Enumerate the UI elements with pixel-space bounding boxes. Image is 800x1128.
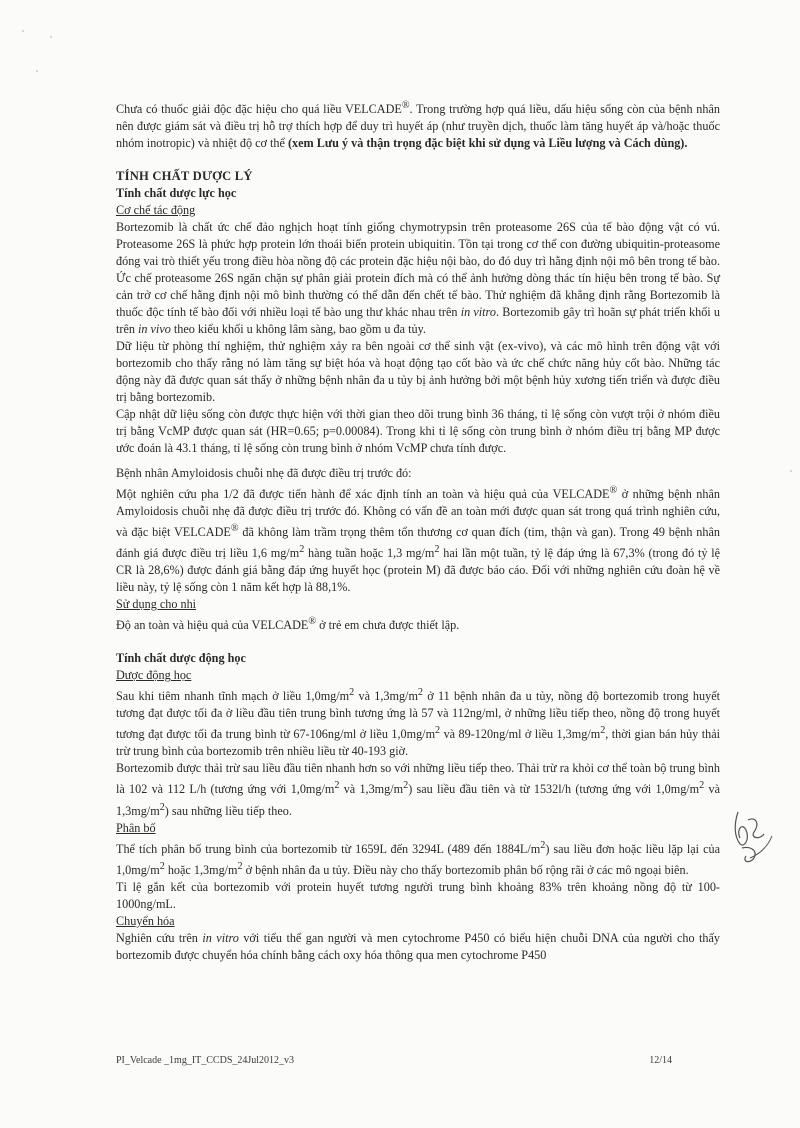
document-body — [116, 97, 720, 964]
heading-pediatric-use: Sử dụng cho nhi — [116, 597, 197, 612]
bone-effects-paragraph: Dữ liệu từ phòng thí nghiệm, thử nghiệm xảy ra bên ngoài cơ thể sinh vật (ex-vivo), và các mô hình trên động vật với bortezomib cho thấy rằng nó làm tăng sự biệt hóa và hoạt động tạo cốt bào và ức chế chức năng hủy cốt bào. Những tác động này đã được quan sát thấy ở những bệnh nhân đa u tủy bị ảnh hưởng bởi một bệnh hủy xương tiến triển và được điều trị bằng bortezomib. — [116, 339, 720, 405]
kinetics-paragraph-1: Sau khi tiêm nhanh tĩnh mạch ở liều $1,0mg/m^2$ và $1,3mg/m^2$ ở 11 bệnh nhân đa u tủy, nồng độ bortezomib trong huyết tương đạt được tối đa ở liều đầu tiên trung bình tương ứng là 57 và 112ng/ml, ở những liều tiếp theo, nồng độ trong huyết tương đạt được tối đa trung bình từ 67-106ng/ml ở liều $1,0mg/m^2$ và 89-120ng/ml ở liều $1,3mg/m^2$, thời gian bán hủy thải trừ trung bình của bortezomib trên nhiều liều từ 40-193 giờ. — [116, 687, 720, 759]
scan-speck — [50, 36, 52, 38]
section-title-pharmacology: TÍNH CHẤT DƯỢC LÝ — [116, 169, 253, 184]
pediatric-paragraph: Độ an toàn và hiệu quả của VELCADE® ở trẻ em chưa được thiết lập. — [116, 616, 460, 633]
heading-metabolism: Chuyển hóa — [116, 913, 175, 928]
metabolism-paragraph: Nghiên cứu trên in vitro với tiểu thể gan người và men cytochrome P450 có biểu hiện chuỗi DNA của người cho thấy bortezomib được chuyển hóa chính bằng cách oxy hóa thông qua men cytochrome P450 — [116, 930, 721, 962]
document-id: PI_Velcade _1mg_IT_CCDS_24Jul2012_v3 — [116, 1055, 295, 1066]
amyloidosis-paragraph: Một nghiên cứu pha 1/2 đã được tiến hành để xác định tính an toàn và hiệu quả của VELCADE® ở những bệnh nhân Amyloidosis chuỗi nhẹ đã được điều trị trước đó. Không có vấn đề an toàn mới được quan sát trong quá trình nghiên cứu, và đặc biệt VELCADE® đã không làm trầm trọng thêm tổn thương cơ quan đích (tim, thận và gan). Trong 49 bệnh nhân đánh giá được điều trị liều 1,6 $mg/m^2$ hàng tuần hoặc 1,3 $mg/m^2$ hai lần một tuần, tỷ lệ đáp ứng là 67,3% (trong đó tỷ lệ CR là 28,6%) được đánh giá bằng đáp ứng huyết học (protein M) đã được báo cáo. Đối với những nghiên cứu đoàn hệ về liều này, tỷ lệ sống còn 1 năm kết hợp là 88,1%. — [116, 485, 720, 595]
scan-speck — [790, 470, 792, 472]
page-number: 12/14 — [649, 1055, 672, 1066]
heading-mechanism: Cơ chế tác động — [116, 203, 196, 218]
survival-paragraph: Cập nhật dữ liệu sống còn được thực hiện với thời gian theo dõi trung bình 36 tháng, tỉ lệ sống còn vượt trội ở nhóm điều trị bằng VcMP được quan sát (HR=0.65; p=0.00084). Trong khi tỉ lệ sống còn trung bình ở nhóm điều trị bằng MP được ước đoán là 43.1 tháng, tỉ lệ sống còn trung bình ở nhóm VcMP chưa tính được. — [116, 407, 720, 456]
handwritten-initials — [720, 800, 780, 880]
kinetics-paragraph-2: Bortezomib được thải trừ sau liều đầu tiên nhanh hơn so với những liều tiếp theo. Thải trừ ra khỏi cơ thể toàn bộ trung bình là 102 và 112 L/h (tương ứng với $1,0mg/m^2$ và $1,3mg/m^2$) sau liều đầu tiên và từ 1532l/h (tương ứng với $1,0mg/m^2$ và $1,3mg/m^2$) sau những liều tiếp theo. — [116, 761, 720, 818]
scan-speck — [36, 70, 38, 72]
scan-speck — [22, 30, 24, 32]
distribution-paragraph-2: Tỉ lệ gắn kết của bortezomib với protein huyết tương người trung bình khoảng 83% trên khoảng nồng độ từ 100-1000ng/mL. — [116, 879, 720, 911]
heading-kinetics: Dược động học — [116, 668, 192, 683]
mechanism-paragraph: Bortezomib là chất ức chế đảo nghịch hoạt tính giống chymotrypsin trên proteasome 26S của tế bào động vật có vú. Proteasome 26S là phức hợp protein lớn thoái biến protein ubiquitin. Tồn tại trong cơ thể con đường ubiquitin-proteasome đóng vai trò thiết yếu trong điều hòa nồng độ các protein đặc hiệu nội bào, do đó duy trì hằng định nội mô bên trong tế bào. Ức chế proteasome 26S ngăn chặn sự phân giải protein đích mà có thể ảnh hưởng dòng thác tín hiệu bên trong tế bào. Sự cản trở cơ chế hằng định nội mô bình thường có thể dẫn đến chết tế bào. Thử nghiệm đã khẳng định rằng Bortezomib là thuốc độc tính tế bào đối với nhiều loại tế bào ung thư khác nhau trên in vitro. Bortezomib gây trì hoãn sự phát triển khối u trên in vivo theo kiểu khối u không lâm sàng, bao gồm u đa tủy. — [116, 220, 720, 337]
subsection-title-pharmacodynamics: Tính chất dược lực học — [116, 186, 237, 201]
distribution-paragraph-1: Thể tích phân bố trung bình của bortezomib từ 1659L đến 3294L (489 đến $1884L/m^2$) sau liều đơn hoặc liều lặp lại của $1,0mg/m^2$ hoặc $1,3mg/m^2$ ở bệnh nhân đa u tủy. Điều này cho thấy bortezomib phân bố rộng rãi ở các mô ngoại biên. — [116, 839, 720, 877]
heading-distribution: Phân bố — [116, 820, 156, 835]
subsection-title-pharmacokinetics: Tính chất dược động học — [116, 651, 246, 666]
amyloidosis-heading: Bệnh nhân Amyloidosis chuỗi nhẹ đã được điều trị trước đó: — [116, 466, 412, 481]
overdose-paragraph: Chưa có thuốc giải độc đặc hiệu cho quá liều VELCADE®. Trong trường hợp quá liều, dấu hiệu sống còn của bệnh nhân nên được giám sát và điều trị hỗ trợ thích hợp để duy trì huyết áp (như truyền dịch, thuốc làm tăng huyết áp và/hoặc thuốc nhóm inotropic) và nhiệt độ cơ thể (xem Lưu ý và thận trọng đặc biệt khi sử dụng và Liều lượng và Cách dùng). — [116, 100, 720, 151]
